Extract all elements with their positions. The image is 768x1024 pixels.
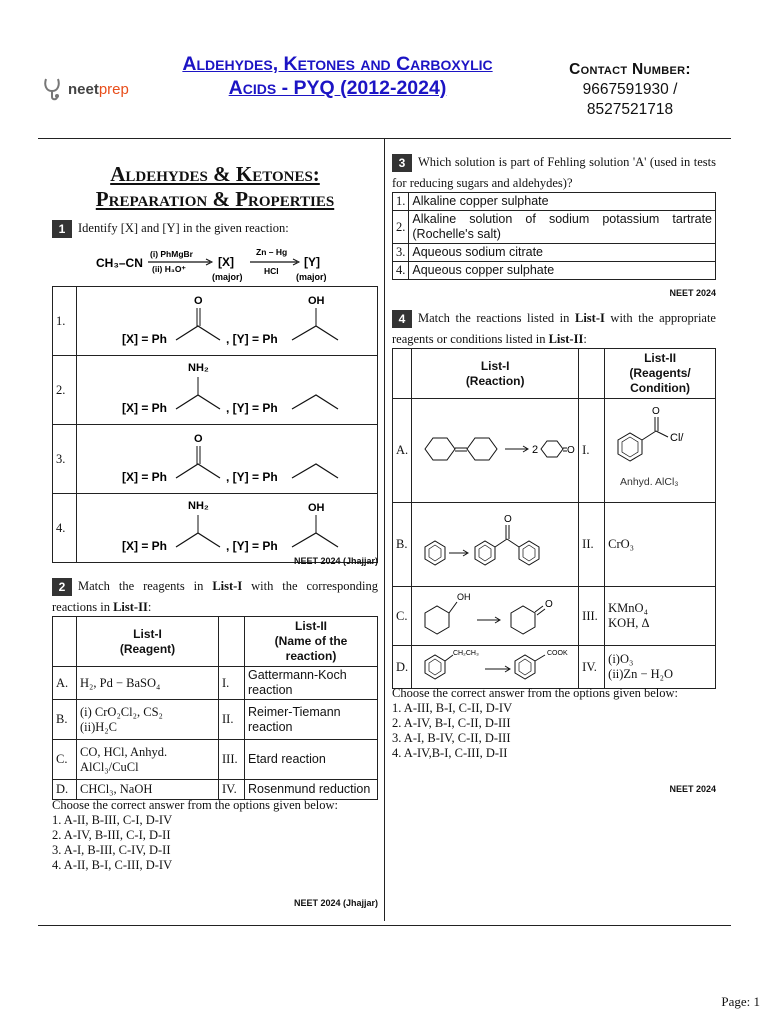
question-text-3: : [147,600,152,614]
svg-text:O: O [545,599,553,610]
row-roman: III. [579,587,605,646]
answer-option[interactable]: 2. A-IV, B-I, C-II, D-III [392,716,511,730]
section-title [52,162,378,212]
row-key: D. [393,646,412,689]
reagent-cell: CO, HCl, Anhyd. AlCl₃/CuCl [77,740,219,780]
reaction-name-cell: Etard reaction [245,740,378,780]
list-ii-header: List-II (Reagents/ Condition) [605,349,716,399]
question-text-3: : [583,332,587,346]
blank-header-2 [219,617,245,667]
option-row[interactable] [53,425,378,494]
list-i-header: List-I (Reaction) [412,349,579,399]
condition-cell [605,399,716,503]
condition-text: Cl/ [670,431,684,444]
option-3-structures [80,426,372,488]
reagent-step2: Zn – Hg [256,247,288,257]
q1-options-table [52,286,378,563]
question-3 [392,152,716,194]
logo-text: neet [68,80,99,98]
x-label: [X] = Ph [122,470,168,484]
question-source: NEET 2024 (Jhajjar) [293,898,378,908]
document-title: Aldehydes, Ketones and Carboxylic Acids - PYQ (2012-2024) [182,53,493,99]
question-number: 4 [392,310,412,328]
table-row [393,399,716,503]
reaction-cell [412,399,579,503]
row-roman: III. [219,740,245,780]
question-source: NEET 2024 (Jhajjar) [293,556,378,566]
answer-option[interactable]: 3. A-I, B-IV, C-II, D-III [392,731,511,745]
q2-answer-options [52,798,378,873]
choose-instruction: Choose the correct answer from the options given below: [392,686,679,700]
group-label: NH₂ [188,362,209,374]
option-number: 2. [53,356,77,425]
product-x: [X] [218,255,234,269]
row-key: B. [53,700,77,740]
y-label: , [Y] = Ph [226,401,278,415]
reactant: CH₃–CN [96,256,143,270]
list-ii-ref: List-II [548,332,584,346]
reaction-name-cell: Gattermann-Koch reaction [245,667,378,700]
reaction-cell [412,587,579,646]
table-row [53,700,378,740]
group-label: OH [308,502,325,514]
section-title-line-2: Preparation & Properties [95,187,335,211]
reaction-cell [412,646,579,689]
logo-text-prep: prep [98,80,129,98]
row-key: C. [393,587,412,646]
table-row [53,740,378,780]
q4-answer-options [392,686,716,761]
contact-label: Contact Number: [569,61,691,78]
reaction-cell [412,503,579,587]
benzoyl-chloride-structure [608,403,708,495]
product-y-sub: (major) [296,272,327,282]
row-roman: IV. [579,646,605,689]
reaction-b-structure [415,511,575,575]
row-roman: IV. [219,780,245,800]
question-4 [392,308,716,350]
option-row[interactable]: 4. Aqueous copper sulphate [393,262,716,280]
row-key: A. [393,399,412,503]
option-number: 4. [53,494,77,563]
option-number: 3. [53,425,77,494]
q2-match-table [52,616,378,800]
choose-instruction: Choose the correct answer from the options given below: [52,798,339,812]
answer-option[interactable]: 3. A-I, B-III, C-IV, D-II [52,843,171,857]
condition-cell: CrO₃ [605,503,716,587]
product-x-sub: (major) [212,272,243,282]
y-label: , [Y] = Ph [226,470,278,484]
question-number: 1 [52,220,72,238]
question-text: Match the reagents in [78,579,213,593]
section-title-line-1: Aldehydes & Ketones: [110,162,320,186]
svg-text:COOK: COOK [547,650,568,657]
svg-text:O: O [652,405,660,417]
answer-option[interactable]: 4. A-IV,B-I, C-III, D-II [392,746,508,760]
option-1-structures [80,288,372,350]
question-text: Which solution is part of Fehling solution 'A' (used in tests for reducing sugars and aldehydes)? [392,155,716,190]
list-i-ref: List-I [212,579,243,593]
y-label: , [Y] = Ph [226,539,278,553]
list-i-header: List-I (Reagent) [77,617,219,667]
q3-options-table [392,192,716,280]
question-number: 3 [392,154,412,172]
option-number: 1. [53,287,77,356]
option-row[interactable] [53,356,378,425]
option-row[interactable]: 2. Alkaline solution of sodium potassium tartrate (Rochelle's salt) [393,211,716,244]
svg-text:O: O [567,444,575,456]
reagent-cell: CHCl₃, NaOH [77,780,219,800]
product-y: [Y] [304,255,320,269]
page-number: Page: 1 [721,994,760,1009]
blank-header [53,617,77,667]
answer-option[interactable]: 1. A-III, B-I, C-II, D-IV [392,701,513,715]
option-structure [77,356,378,425]
list-ii-header: List-II (Name of the reaction) [245,617,378,667]
column-divider [384,139,385,921]
row-key: A. [53,667,77,700]
question-2 [52,576,378,618]
reaction-c-structure [415,588,575,640]
option-structure [77,425,378,494]
option-structure [77,287,378,356]
question-source: NEET 2024 [669,288,716,298]
group-label: OH [308,295,325,307]
row-roman: I. [579,399,605,503]
option-2-structures [80,357,372,419]
question-source: NEET 2024 [669,784,716,794]
row-roman: II. [219,700,245,740]
list-i-ref: List-I [574,311,605,325]
reagent-cell: H₂, Pd − BaSO₄ [77,667,219,700]
reagent-cell: (i) CrO₂Cl₂, CS₂ (ii)H₂C [77,700,219,740]
condition-cell: KMnO₄ KOH, Δ [605,587,716,646]
row-roman: II. [579,503,605,587]
reaction-d-structure [415,647,575,683]
option-row[interactable] [53,287,378,356]
contact-block [540,60,720,120]
answer-option[interactable]: 2. A-IV, B-III, C-I, D-II [52,828,171,842]
question-text-2: with the appropriate reagents or conditions listed in [392,311,716,346]
condition-text-2: Anhyd. AlCl₃ [620,475,679,488]
neetprep-logo [42,76,162,102]
answer-option[interactable]: 1. A-II, B-III, C-I, D-IV [52,813,173,827]
answer-option[interactable]: 4. A-II, B-I, C-III, D-IV [52,858,173,872]
reaction-name-cell: Rosenmund reduction [245,780,378,800]
contact-phone-1: 9667591930 / [582,81,678,98]
x-label: [X] = Ph [122,539,168,553]
row-key: D. [53,780,77,800]
option-row[interactable]: 1. Alkaline copper sulphate [393,193,716,211]
svg-text:OH: OH [457,592,471,602]
reaction-a-structure [415,429,575,469]
blank-header [393,349,412,399]
table-row [393,503,716,587]
reagent-step1b: (ii) H₃O⁺ [152,264,186,274]
footer-divider [38,925,731,926]
reaction-name-cell: Reimer-Tiemann reaction [245,700,378,740]
question-1 [52,218,378,239]
table-row [393,587,716,646]
contact-phone-2: 8527521718 [586,101,674,118]
reagent-step2b: HCl [264,266,279,276]
q1-reaction-scheme [92,244,342,284]
svg-text:CH₂CH₃: CH₂CH₃ [453,650,479,657]
question-number: 2 [52,578,72,596]
group-label: O [194,295,203,307]
question-text-2: with the corresponding reactions in [52,579,378,614]
question-text: Identify [X] and [Y] in the given reaction: [78,221,289,235]
option-row[interactable]: 3. Aqueous sodium citrate [393,244,716,262]
stethoscope-icon [42,77,64,101]
list-ii-ref: List-II [113,600,148,614]
condition-cell: (i)O₃ (ii)Zn − H₂O [605,646,716,689]
group-label: NH₂ [188,500,209,512]
table-row [53,780,378,800]
table-row [53,667,378,700]
blank-header-2 [579,349,605,399]
group-label: O [194,433,203,445]
option-4-structures [80,495,372,557]
x-label: [X] = Ph [122,332,168,346]
row-key: C. [53,740,77,780]
x-label: [X] = Ph [122,401,168,415]
y-label: , [Y] = Ph [226,332,278,346]
option-row[interactable] [53,494,378,563]
svg-text:O: O [504,513,512,525]
option-structure [77,494,378,563]
q4-match-table [392,348,716,689]
reagent-step1: (i) PhMgBr [150,249,193,259]
row-roman: I. [219,667,245,700]
svg-text:2: 2 [532,443,539,456]
question-text: Match the reactions listed in [418,311,575,325]
row-key: B. [393,503,412,587]
table-row [393,646,716,689]
